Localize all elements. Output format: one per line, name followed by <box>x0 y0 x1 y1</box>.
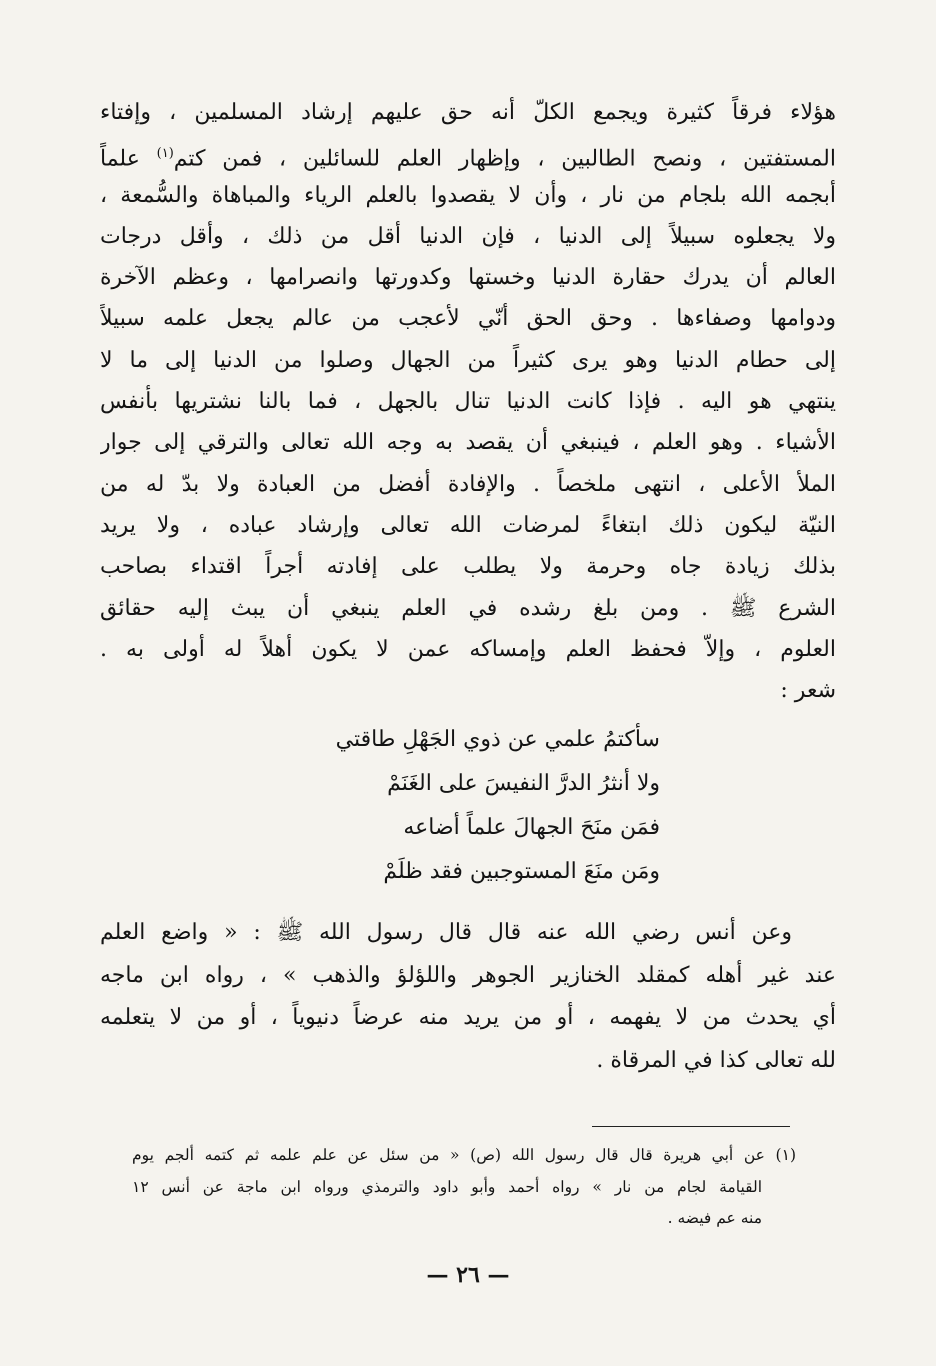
text-line: وعن أنس رضي الله عنه قال قال رسول الله ﷺ : « واضع العلم <box>100 920 792 945</box>
text-line: ينتهي هو اليه . فإذا كانت الدنيا تنال بالجهل ، فما بالنا نشتريها بأنفس <box>100 389 836 415</box>
text-line: بذلك زيادة جاه وحرمة ولا يطلب على إفادته أجراً اقتداء بصاحب <box>100 554 836 580</box>
text-line: لله تعالى كذا في المرقاة . <box>596 1047 836 1073</box>
text-line: الأشياء . وهو العلم ، فينبغي أن يقصد به وجه الله تعالى والترقي إلى جوار <box>100 430 836 456</box>
text-segment: المستفتين ، ونصح الطالبين ، وإظهار العلم للسائلين ، فمن كتم <box>173 146 836 172</box>
footnote-line: (١) عن أبي هريرة قال قال رسول الله (ص) « من سئل عن علم علمه ثم كتمه ألجم يوم <box>132 1146 796 1164</box>
footnote-line: منه عم فيضه . <box>667 1209 762 1227</box>
poem-verse: سأكتمُ علمي عن ذوي الجَهْلِ طاقتي <box>335 727 660 752</box>
text-line: أبجمه الله بلجام من نار ، وأن لا يقصدوا بالعلم الرياء والمباهاة والسُّمعة ، <box>100 182 836 208</box>
text-line: أي يحدث من لا يفهمه ، أو من يريد منه عرضاً دنيوياً ، أو من لا يتعلمه <box>100 1005 836 1030</box>
poem <box>270 718 660 894</box>
text-line: الشرع ﷺ . ومن بلغ رشده في العلم ينبغي أن يبث إليه حقائق <box>100 595 836 621</box>
poem-verse: ولا أنثرُ الدرَّ النفيسَ على الغَنَمْ <box>387 771 660 796</box>
text-line: العالم أن يدرك حقارة الدنيا وخستها وكدورتها وانصرامها ، وعظم الآخرة <box>100 265 836 291</box>
poem-verse: ومَن منَعَ المستوجبين فقد ظلَمْ <box>383 859 660 884</box>
text-line: ولا يجعلوه سبيلاً إلى الدنيا ، فإن الدنيا أقل من ذلك ، وأقل درجات <box>100 223 836 249</box>
text-segment: علماً <box>100 146 140 172</box>
page-number: — ٢٦ — <box>426 1262 510 1288</box>
text-line: هؤلاء فرقاً كثيرة ويجمع الكلّ أنه حق عليهم إرشاد المسلمين ، وإفتاء <box>100 100 836 125</box>
text-line: النيّة ليكون ذلك ابتغاءً لمرضات الله تعالى وإرشاد عباده ، ولا يريد <box>100 512 836 538</box>
text-line: عند غير أهله كمقلد الخنازير الجوهر واللؤلؤ والذهب » ، رواه ابن ماجه <box>100 962 836 988</box>
footnote-line: القيامة لجام من نار » رواه أحمد وأبو داود والترمذي ورواه ابن ماجة عن أنس ١٢ <box>132 1177 762 1196</box>
text-line: العلوم ، وإلاّ فحفظ العلم وإمساكه عمن لا يكون أهلاً له أولى به . <box>100 636 836 662</box>
text-line <box>100 133 836 174</box>
footnote <box>132 1140 796 1235</box>
text-line: إلى حطام الدنيا وهو يرى كثيراً من الجهال وصلوا من الدنيا إلى ما لا <box>100 347 836 373</box>
footnote-marker: (١) <box>156 146 174 162</box>
text-line: شعر : <box>780 678 836 704</box>
main-paragraph <box>100 92 836 711</box>
poem-verse: فمَن منَحَ الجهالَ علماً أضاعه <box>403 815 660 840</box>
hadith-paragraph <box>100 912 836 1082</box>
text-line: الملأ الأعلى ، انتهى ملخصاً . والإفادة أفضل من العبادة ولا بدّ له من <box>100 471 836 497</box>
text-line: ودوامها وصفاءها . وحق الحق أنّي لأعجب من عالم يجعل علمه سبيلاً <box>100 306 836 332</box>
footnote-divider <box>592 1126 790 1127</box>
